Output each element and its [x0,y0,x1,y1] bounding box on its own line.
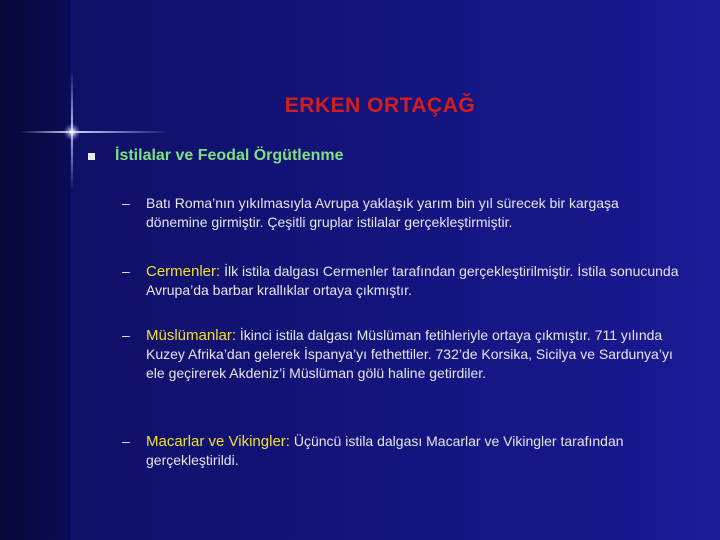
sub-bullet-2 [122,262,682,300]
sub-bullet-keyword: Macarlar ve Vikingler: [146,433,290,450]
sub-bullet-3 [122,326,682,383]
dash-bullet-icon: – [122,327,130,343]
sub-bullet-text: Üçüncü istila dalgası Macarlar ve Vikingler tarafından gerçekleştirildi. [146,433,624,468]
square-bullet-icon [88,153,95,160]
sub-bullet-text: Batı Roma’nın yıkılmasıyla Avrupa yaklaşık yarım bin yıl sürecek bir kargaşa dönemine girmiştir. Çeşitli gruplar istilalar gerçekleştirmiştir. [146,195,619,230]
main-bullet-text: İstilalar ve Feodal Örgütlenme [115,147,344,164]
dash-bullet-icon: – [122,263,130,279]
star-sparkle-icon [64,124,80,140]
star-sparkle-horizontal [20,131,170,133]
sub-bullet-text: İlk istila dalgası Cermenler tarafından gerçekleştirilmiştir. İstila sonucunda Avrupa’da barbar krallıklar ortaya çıkmıştır. [146,263,679,298]
dash-bullet-icon: – [122,195,130,211]
slide-title: ERKEN ORTAÇAĞ [284,94,476,117]
sub-bullet-keyword: Müslümanlar: [146,327,237,344]
sub-bullet-4 [122,432,682,470]
sub-bullet-1 [122,194,682,232]
dash-bullet-icon: – [122,433,130,449]
left-band-decoration [0,0,70,540]
sub-bullet-keyword: Cermenler: [146,263,221,280]
sub-bullet-text: İkinci istila dalgası Müslüman fetihleriyle ortaya çıkmıştır. 711 yılında Kuzey Afrika’dan gelerek İspanya’yı fethettiler. 732’de Korsika, Sicilya ve Sardunya’yı ele geçirerek Akdeniz’i Müslüman gölü haline getirdiler. [146,327,673,381]
